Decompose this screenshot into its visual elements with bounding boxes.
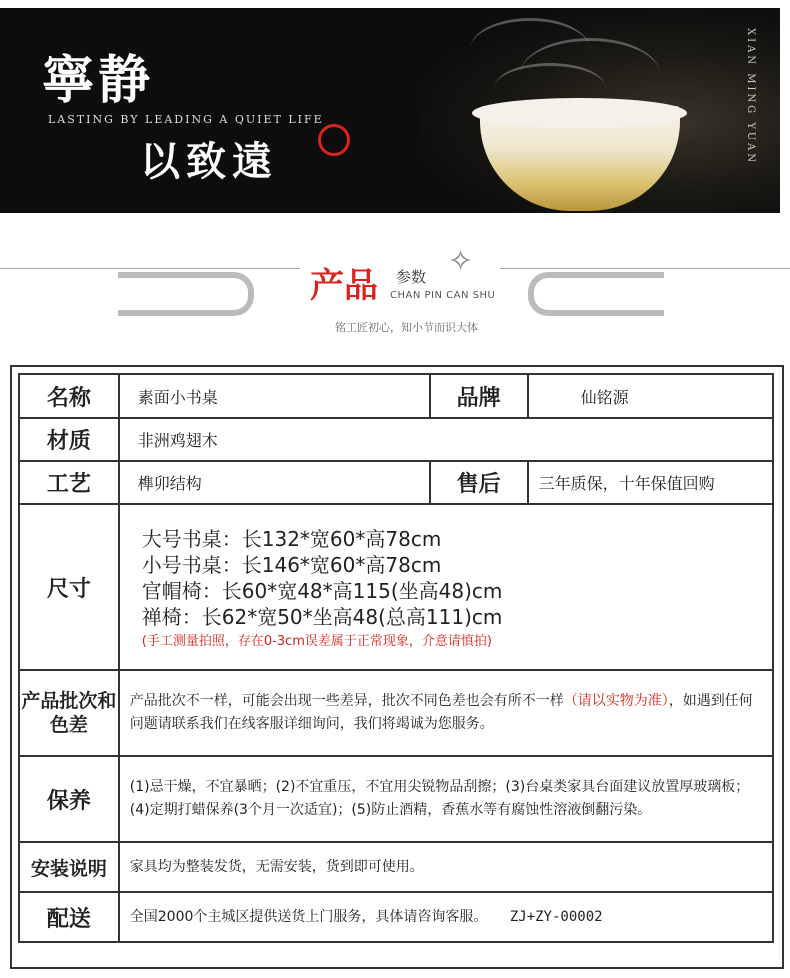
batch-text — [119, 670, 773, 756]
crane-icon: ✧ — [448, 244, 474, 279]
section-note: 铭工匠初心，知小节而识大体 — [335, 321, 478, 334]
size-line: 大号书桌：长132*宽60*高78cm — [141, 526, 442, 551]
batch-label: 产品批次和色差 — [19, 670, 119, 756]
material-label: 材质 — [19, 418, 119, 461]
delivery-cell — [119, 892, 773, 942]
table-row — [19, 418, 773, 461]
divider-line — [0, 268, 300, 269]
banner-vertical-text: XIAN MING YUAN — [745, 28, 756, 166]
name-label: 名称 — [19, 374, 119, 418]
craft-label: 工艺 — [19, 461, 119, 504]
section-title: 产品 — [310, 266, 378, 306]
batch-text-part: 产品批次不一样，可能会出现一些差异，批次不同色差也会有所不一样 — [129, 693, 564, 709]
install-text: 家具均为整装发货，无需安装，货到即可使用。 — [119, 842, 773, 892]
care-text: (1)忌干燥，不宜暴晒；(2)不宜重压，不宜用尖锐物品刮擦；(3)台桌类家具台面建议放置厚玻璃板；(4)定期打蜡保养(3个月一次适宜)；(5)防止酒精，香蕉水等有腐蚀性溶液倒翻污染。 — [119, 756, 773, 842]
service-label: 售后 — [430, 461, 528, 504]
size-note: (手工测量拍照，存在0-3cm误差属于正常现象，介意请慎拍) — [141, 633, 492, 649]
service-value: 三年质保，十年保值回购 — [528, 461, 773, 504]
table-row — [19, 504, 773, 670]
craft-value: 榫卯结构 — [119, 461, 430, 504]
spec-table-frame — [10, 365, 784, 969]
table-row — [19, 892, 773, 942]
brand-value: 仙铭源 — [528, 374, 773, 418]
table-row — [19, 756, 773, 842]
cloud-swirl-left-icon — [118, 272, 254, 316]
size-values — [119, 504, 773, 670]
section-header — [0, 238, 790, 338]
care-label: 保养 — [19, 756, 119, 842]
section-subtitle: 参数 — [396, 268, 427, 286]
batch-text-part: ，如遇到任何问题请联系我们在线客服详细询问，我们将竭诚为您服务。 — [129, 693, 753, 732]
cloud-swirl-right-icon — [528, 272, 664, 316]
delivery-text: 全国2000个主城区提供送货上门服务，具体请咨询客服。 — [129, 908, 488, 925]
size-line: 官帽椅：长60*宽48*高115(坐高48)cm — [141, 578, 503, 603]
batch-text-highlight: （请以实物为准） — [563, 693, 669, 709]
table-row — [19, 670, 773, 756]
table-row — [19, 461, 773, 504]
spec-table — [18, 373, 774, 943]
delivery-label: 配送 — [19, 892, 119, 942]
name-value: 素面小书桌 — [119, 374, 430, 418]
divider-line — [500, 268, 790, 269]
size-line: 禅椅：长62*宽50*坐高48(总高111)cm — [141, 604, 503, 629]
size-label: 尺寸 — [19, 504, 119, 670]
product-code: ZJ+ZY-00002 — [509, 908, 603, 925]
red-ring-icon — [318, 124, 350, 156]
brand-label: 品牌 — [430, 374, 528, 418]
banner-subtitle: LASTING BY LEADING A QUIET LIFE — [48, 113, 324, 126]
table-row — [19, 374, 773, 418]
tea-cup-rim — [472, 98, 687, 128]
banner-title: 寧静 — [42, 50, 155, 111]
material-value: 非洲鸡翅木 — [119, 418, 773, 461]
banner-big-text: 以致遠 — [140, 138, 278, 185]
size-line: 小号书桌：长146*宽60*高78cm — [141, 552, 442, 577]
hero-banner — [0, 8, 780, 213]
table-row — [19, 842, 773, 892]
install-label: 安装说明 — [19, 842, 119, 892]
section-pinyin: CHAN PIN CAN SHU — [390, 290, 496, 301]
